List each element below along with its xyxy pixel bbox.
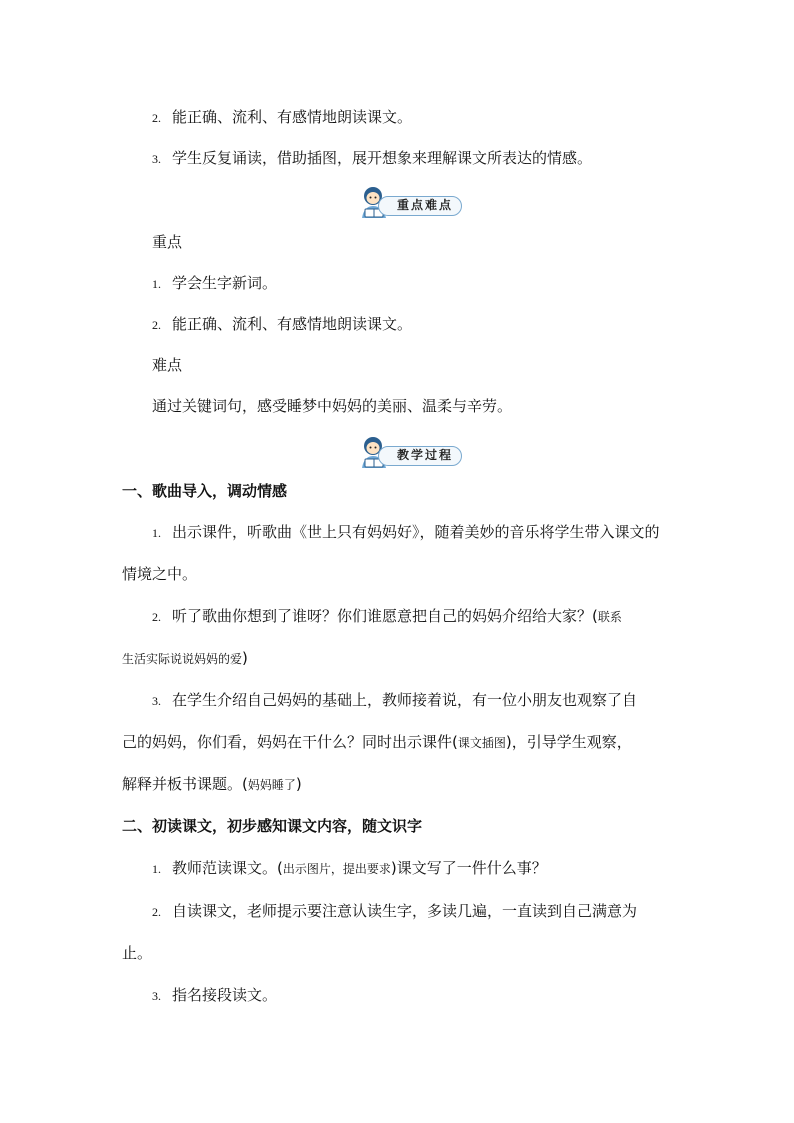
item-text-continued: 止。 (122, 944, 153, 962)
item-text: )课文写了一件什么事？ (390, 859, 547, 877)
item-number: 2. (152, 111, 161, 125)
item-note: 联系 (597, 610, 622, 624)
item-text: )，引导学生观察， (505, 733, 632, 751)
section-title: 一、歌曲导入，调动情感 (122, 482, 288, 500)
difficulty-heading: 难点 (152, 356, 183, 374)
list-item (152, 985, 277, 1006)
process-badge (356, 434, 466, 470)
item-number: 2. (152, 318, 161, 332)
badge-label: 教学过程 (378, 446, 462, 466)
list-item (152, 858, 547, 879)
item-text: 能正确、流利、有感情地朗读课文。 (172, 108, 413, 126)
section-title: 二、初读课文，初步感知课文内容，随文识字 (122, 817, 423, 835)
item-text-continued (122, 732, 632, 753)
list-item (152, 522, 660, 543)
list-item (152, 690, 637, 711)
item-text: ) (242, 649, 248, 667)
item-text: 解释并板书课题。( (122, 775, 248, 793)
item-note: 生活实际说说妈妈的爱 (122, 652, 243, 666)
item-text: 教师范读课文。( (172, 859, 283, 877)
item-text-continued (122, 648, 248, 669)
badge-label: 重点难点 (378, 196, 462, 216)
item-text: ) (295, 775, 302, 793)
item-number: 1. (152, 526, 161, 540)
item-number: 3. (152, 989, 161, 1003)
item-text-continued: 情境之中。 (122, 565, 198, 583)
key-item (152, 273, 277, 294)
key-heading: 重点 (152, 233, 183, 251)
item-note: 妈妈睡了 (247, 778, 296, 792)
item-text: 自读课文，老师提示要注意认读生字，多读几遍，一直读到自己满意为 (172, 902, 638, 920)
item-text: 己的妈妈，你们看，妈妈在干什么？同时出示课件( (122, 733, 458, 751)
list-item (152, 901, 637, 922)
item-text: 能正确、流利、有感情地朗读课文。 (172, 315, 413, 333)
item-note: 课文插图 (457, 736, 506, 750)
item-text: 听了歌曲你想到了谁呀？你们谁愿意把自己的妈妈介绍给大家？( (172, 607, 598, 625)
item-number: 2. (152, 610, 161, 624)
item-text: 在学生介绍自己妈妈的基础上，教师接着说，有一位小朋友也观察了自 (172, 691, 638, 709)
key-points-badge (356, 184, 466, 220)
item-number: 3. (152, 152, 161, 166)
item-text-continued (122, 774, 302, 795)
key-item (152, 314, 412, 335)
item-number: 3. (152, 694, 161, 708)
objective-item (152, 148, 592, 169)
objective-item (152, 107, 412, 128)
item-number: 1. (152, 277, 161, 291)
list-item (152, 606, 622, 627)
item-text: 指名接段读文。 (172, 986, 278, 1004)
item-text: 学生反复诵读，借助插图，展开想象来理解课文所表达的情感。 (172, 149, 593, 167)
item-note: 出示图片，提出要求 (282, 862, 391, 876)
difficulty-text: 通过关键词句，感受睡梦中妈妈的美丽、温柔与辛劳。 (152, 397, 513, 415)
item-text: 学会生字新词。 (172, 274, 278, 292)
item-number: 1. (152, 862, 161, 876)
item-text: 出示课件，听歌曲《世上只有妈妈好》，随着美妙的音乐将学生带入课文的 (172, 523, 660, 541)
item-number: 2. (152, 905, 161, 919)
